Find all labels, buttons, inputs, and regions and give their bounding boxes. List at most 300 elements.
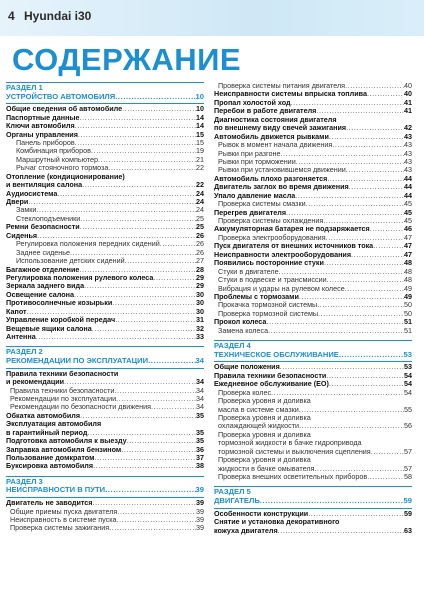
leader-dots (367, 473, 404, 481)
toc-entry-page: 57 (404, 464, 412, 473)
toc-entry-page: 34 (196, 403, 204, 412)
toc-entry-page: 42 (404, 124, 412, 133)
toc-entry-title: Правила техники безопасности (214, 371, 327, 380)
toc-entry-page: 45 (404, 208, 412, 217)
toc-entry[interactable] (6, 524, 204, 532)
toc-entry-page: 63 (404, 526, 412, 535)
toc-entry-title: Обкатка автомобиля (6, 411, 81, 420)
leader-dots (299, 406, 404, 414)
leader-dots (266, 318, 404, 326)
leader-dots (317, 301, 404, 309)
toc-entry-title: по внешнему виду свечей зажигания (214, 124, 347, 133)
toc-entry-page: 26 (196, 248, 204, 257)
section-page-number: 59 (403, 496, 412, 506)
toc-entry[interactable] (214, 268, 412, 276)
toc-entry-title: Неисправности электрооборудования (214, 250, 352, 259)
leader-dots (78, 131, 196, 139)
toc-entry-title: Двигатель заглох во время движения (214, 183, 349, 192)
section-title-row[interactable] (214, 351, 412, 360)
toc-entry[interactable] (214, 192, 412, 200)
toc-entry[interactable] (6, 333, 204, 341)
toc-entry-title: Проверка колес (218, 388, 272, 397)
toc-entry[interactable] (6, 378, 204, 386)
toc-entry-page: 35 (196, 437, 204, 446)
section-part-text: РАЗДЕЛ 4 (214, 341, 251, 351)
leader-dots (286, 209, 404, 217)
leader-dots (318, 310, 404, 318)
toc-entry[interactable] (214, 372, 412, 380)
leader-dots (316, 107, 404, 115)
toc-entry[interactable] (214, 166, 412, 174)
toc-entry[interactable] (6, 446, 204, 454)
toc-entry-title: Отопление (кондиционирование) (6, 172, 125, 181)
toc-entry[interactable] (6, 173, 204, 181)
toc-entry[interactable] (214, 124, 412, 132)
section-header (6, 346, 204, 368)
toc-entry[interactable] (6, 257, 204, 265)
toc-entry-page: 40 (404, 82, 412, 91)
toc-entry-title: Замки (16, 206, 37, 215)
toc-entry[interactable] (6, 215, 204, 223)
toc-entry-title: Зеркала заднего вида (6, 282, 85, 291)
toc-entry[interactable] (6, 429, 204, 437)
toc-entry[interactable] (214, 276, 412, 284)
leader-dots (327, 175, 404, 183)
toc-entry[interactable] (6, 395, 204, 403)
toc-entry-title: и рекомендации (6, 378, 65, 387)
toc-entry-page: 51 (404, 318, 412, 327)
toc-entry[interactable] (214, 107, 412, 115)
toc-entry[interactable] (214, 90, 412, 98)
toc-entry-title: Стеклоподъемники (16, 214, 81, 223)
leader-dots (122, 105, 196, 113)
toc-entry[interactable] (214, 327, 412, 335)
toc-entry-title: Рычаг стояночного тормоза (16, 164, 109, 173)
toc-entry-title: Правила техники безопасности (6, 369, 119, 378)
toc-entry[interactable] (6, 499, 204, 507)
toc-entry-title: Рывки при установившемся движении (218, 166, 346, 175)
section-part-text: РАЗДЕЛ 3 (6, 476, 43, 486)
toc-entry[interactable] (214, 150, 412, 158)
toc-entry[interactable] (214, 99, 412, 107)
leader-dots (299, 293, 404, 301)
toc-entry[interactable] (214, 318, 412, 326)
leader-dots (80, 114, 196, 122)
toc-entry[interactable] (214, 422, 412, 430)
toc-entry-page: 50 (404, 309, 412, 318)
leader-dots (326, 372, 404, 380)
toc-entry-title: кожуха двигателя (214, 526, 278, 535)
toc-entry[interactable] (6, 105, 204, 113)
toc-entry-page: 47 (404, 233, 412, 242)
toc-entry[interactable] (214, 448, 412, 456)
section-header (214, 486, 412, 508)
toc-entry-title: Освещение салона (6, 290, 75, 299)
toc-entry[interactable] (214, 234, 412, 242)
leader-dots (127, 437, 196, 445)
leader-dots (74, 291, 196, 299)
leader-dots (36, 333, 196, 341)
leader-dots (324, 259, 404, 267)
section-title: ТЕХНИЧЕСКОЕ ОБСЛУЖИВАНИЕ (214, 349, 339, 359)
toc-entry-page: 48 (404, 276, 412, 285)
toc-entry-page: 43 (404, 166, 412, 175)
toc-entry-title: Проверка внешних осветительных приборов (218, 473, 368, 482)
toc-entry-page: 48 (404, 259, 412, 268)
leader-dots (117, 508, 196, 516)
toc-entry[interactable] (6, 122, 204, 130)
toc-entry-page: 56 (404, 422, 412, 431)
toc-entry-title: Рекомендации по эксплуатации (10, 394, 117, 403)
toc-entry-title: Пропал холостой ход (214, 98, 291, 107)
toc-entry[interactable] (214, 183, 412, 191)
toc-entry[interactable] (214, 293, 412, 301)
toc-entry-title: Рывки при торможении (218, 157, 296, 166)
toc-entry-title: Общие приемы пуска двигателя (10, 507, 118, 516)
toc-entry-page: 40 (404, 90, 412, 99)
leader-dots (94, 454, 196, 462)
toc-entry[interactable] (6, 308, 204, 316)
section-title-row[interactable] (6, 486, 204, 495)
toc-entry[interactable] (214, 310, 412, 318)
toc-entry-title: Маршрутный компьютер (16, 155, 99, 164)
toc-entry-page: 44 (404, 191, 412, 200)
toc-entry-page: 21 (196, 155, 204, 164)
toc-entry[interactable] (214, 363, 412, 371)
toc-entry-title: жидкости в бачке омывателя (218, 464, 315, 473)
toc-entry[interactable] (214, 389, 412, 397)
toc-entry-title: тормозной системы и выключения сцепления (218, 447, 371, 456)
toc-entry-page: 45 (404, 200, 412, 209)
toc-entry-title: Комбинация приборов (16, 147, 91, 156)
section-title-row[interactable] (6, 93, 204, 102)
leader-dots (36, 206, 196, 214)
toc-entry-title: Ежедневное обслуживание (ЕО) (214, 380, 329, 389)
toc-entry[interactable] (6, 387, 204, 395)
toc-entry[interactable] (6, 131, 204, 139)
toc-entry-page: 26 (196, 231, 204, 240)
toc-entry-title: Общие положения (214, 363, 280, 372)
toc-entry-title: Аккумуляторная батарея не подзаряжается (214, 225, 370, 234)
toc-entry-page: 53 (404, 363, 412, 372)
leader-dots (280, 363, 404, 371)
leader-dots (57, 190, 196, 198)
leader-dots (296, 158, 404, 166)
leader-dots (346, 124, 404, 132)
section-page-number: 53 (403, 349, 412, 359)
toc-entry-page: 24 (196, 189, 204, 198)
toc-entry-page: 31 (196, 316, 204, 325)
toc-entry-page: 10 (196, 105, 204, 114)
toc-entry[interactable] (6, 266, 204, 274)
leader-dots (323, 217, 404, 225)
toc-entry-title: Рывки при разгоне (218, 149, 281, 158)
toc-entry-title: Прокол колеса (214, 318, 267, 327)
leader-dots (75, 122, 196, 130)
toc-entry-page: 15 (196, 138, 204, 147)
toc-entry-page: 44 (404, 174, 412, 183)
leader-dots (87, 429, 196, 437)
section-title-row[interactable] (214, 497, 412, 506)
toc-entry-page: 34 (196, 394, 204, 403)
toc-entry-page: 22 (196, 181, 204, 190)
toc-entry[interactable] (6, 156, 204, 164)
toc-entry[interactable] (214, 116, 412, 124)
toc-entry-page: 27 (196, 257, 204, 266)
toc-entry[interactable] (6, 139, 204, 147)
toc-entry-title: Антенна (6, 333, 36, 342)
toc-entry[interactable] (6, 164, 204, 172)
toc-entry-title: Использование детских сидений (16, 257, 125, 266)
toc-entry-title: Панель приборов (16, 138, 75, 147)
toc-entry-title: Подготовка автомобиля к выезду (6, 437, 127, 446)
toc-entry-title: Капот (6, 307, 27, 316)
toc-entry-title: Пуск двигателя от внешних источников тока (214, 242, 374, 251)
leader-dots (28, 198, 196, 206)
toc-entry[interactable] (214, 518, 412, 526)
section-part-text: РАЗДЕЛ 5 (214, 487, 251, 497)
toc-entry[interactable] (6, 114, 204, 122)
page-header (0, 0, 424, 36)
toc-entry-title: Автомобиль движется рывками (214, 132, 329, 141)
section-header (6, 476, 204, 498)
toc-entry[interactable] (6, 232, 204, 240)
toc-entry[interactable] (6, 282, 204, 290)
leader-dots (115, 93, 195, 102)
toc-entry-page: 14 (196, 113, 204, 122)
toc-entry-page: 54 (404, 388, 412, 397)
leader-dots (27, 308, 196, 316)
toc-entry-page: 43 (404, 141, 412, 150)
leader-dots (116, 395, 196, 403)
leader-dots (112, 299, 196, 307)
leader-dots (84, 282, 196, 290)
toc-entry-title: Проверка системы смазки (218, 200, 306, 209)
toc-entry-page: 43 (404, 149, 412, 158)
section-header (214, 340, 412, 362)
toc-entry-title: Вещевые ящики салона (6, 324, 92, 333)
toc-entry[interactable] (214, 82, 412, 90)
toc-entry-page: 47 (404, 242, 412, 251)
toc-entry-title: масла в системе смазки (218, 405, 299, 414)
toc-entry-page: 24 (196, 206, 204, 215)
leader-dots (349, 183, 404, 191)
toc-entry-title: Снятие и установка декоративного (214, 518, 340, 527)
leader-dots (115, 316, 196, 324)
toc-entry-page: 30 (196, 299, 204, 308)
leader-dots (314, 465, 404, 473)
toc-right-column (214, 82, 412, 535)
toc-entry-title: Проверка уровня и доливка (218, 413, 311, 422)
toc-entry[interactable] (6, 370, 204, 378)
toc-entry[interactable] (6, 420, 204, 428)
toc-entry-page: 41 (404, 98, 412, 107)
toc-entry-page: 54 (404, 380, 412, 389)
toc-entry[interactable] (214, 158, 412, 166)
toc-entry[interactable] (6, 274, 204, 282)
toc-entry-page: 58 (404, 473, 412, 482)
toc-entry-title: Замена колеса (218, 326, 269, 335)
toc-entry[interactable] (214, 510, 412, 518)
toc-entry[interactable] (214, 209, 412, 217)
leader-dots (80, 215, 196, 223)
toc-entry-title: Неисправность в системе пуска (10, 515, 117, 524)
toc-entry-page: 35 (196, 411, 204, 420)
toc-entry[interactable] (6, 412, 204, 420)
section-page-number: 39 (195, 485, 204, 495)
toc-entry[interactable] (6, 462, 204, 470)
toc-entry[interactable] (6, 316, 204, 324)
toc-entry-page: 25 (196, 214, 204, 223)
toc-entry-page: 44 (404, 183, 412, 192)
toc-entry-page: 51 (404, 326, 412, 335)
toc-entry-page: 34 (196, 378, 204, 387)
toc-entry[interactable] (6, 299, 204, 307)
toc-entry-page: 34 (196, 386, 204, 395)
model-name: Hyundai i30 (24, 9, 92, 23)
leader-dots (345, 285, 404, 293)
toc-entry[interactable] (6, 181, 204, 189)
toc-entry[interactable] (214, 217, 412, 225)
toc-entry[interactable] (214, 406, 412, 414)
leader-dots (153, 274, 196, 282)
toc-entry[interactable] (6, 403, 204, 411)
toc-entry-page: 29 (196, 273, 204, 282)
leader-dots (329, 380, 404, 388)
toc-entry-page: 59 (404, 509, 412, 518)
toc-entry[interactable] (214, 527, 412, 535)
leader-dots (346, 166, 404, 174)
page-title: СОДЕРЖАНИЕ (12, 42, 242, 77)
toc-entry[interactable] (6, 249, 204, 257)
toc-entry[interactable] (214, 225, 412, 233)
section-title: УСТРОЙСТВО АВТОМОБИЛЯ (6, 91, 116, 101)
toc-entry-title: Буксировка автомобиля (6, 462, 94, 471)
toc-entry-page: 19 (196, 147, 204, 156)
toc-entry-title: Особенности конструкции (214, 509, 309, 518)
toc-entry-page: 48 (404, 267, 412, 276)
toc-entry-title: Перебои в работе двигателя (214, 107, 317, 116)
leader-dots (260, 497, 404, 506)
toc-entry[interactable] (214, 465, 412, 473)
toc-entry-page: 32 (196, 324, 204, 333)
section-title-row[interactable] (6, 357, 204, 366)
toc-entry-page: 15 (196, 130, 204, 139)
toc-entry[interactable] (6, 223, 204, 231)
leader-dots (373, 242, 404, 250)
toc-entry-page: 22 (196, 164, 204, 173)
toc-entry[interactable] (6, 190, 204, 198)
toc-entry[interactable] (214, 439, 412, 447)
toc-entry[interactable] (214, 456, 412, 464)
leader-dots (93, 462, 196, 470)
toc-entry-title: Паспортные данные (6, 113, 80, 122)
toc-entry-page: 49 (404, 292, 412, 301)
toc-entry[interactable] (6, 325, 204, 333)
toc-entry[interactable] (214, 301, 412, 309)
toc-entry[interactable] (6, 291, 204, 299)
toc-entry[interactable] (6, 206, 204, 214)
toc-entry-title: Регулировка положения рулевого колеса (6, 273, 154, 282)
toc-entry-page: 29 (196, 282, 204, 291)
page-number: 4 (8, 9, 15, 23)
leader-dots (79, 266, 196, 274)
toc-entry[interactable] (214, 397, 412, 405)
toc-entry[interactable] (214, 133, 412, 141)
toc-entry[interactable] (214, 380, 412, 388)
leader-dots (82, 181, 196, 189)
leader-dots (98, 156, 196, 164)
toc-entry-page: 38 (196, 462, 204, 471)
toc-entry-page: 39 (196, 515, 204, 524)
leader-dots (329, 133, 404, 141)
toc-entry[interactable] (6, 198, 204, 206)
toc-entry-title: Двигатель не заводится (6, 499, 93, 508)
leader-dots (351, 251, 404, 259)
toc-entry[interactable] (214, 141, 412, 149)
toc-entry-title: Заднее сиденье (16, 248, 71, 257)
toc-entry[interactable] (214, 259, 412, 267)
toc-entry[interactable] (6, 516, 204, 524)
leader-dots (268, 327, 404, 335)
toc-entry-page: 28 (196, 265, 204, 274)
toc-entry[interactable] (214, 431, 412, 439)
toc-entry-title: Регулировка положения передних сидений (16, 240, 160, 249)
leader-dots (271, 389, 404, 397)
toc-entry[interactable] (6, 508, 204, 516)
toc-entry-page: 57 (404, 447, 412, 456)
toc-entry-title: Противосолнечные козырьки (6, 299, 113, 308)
toc-entry-page: 49 (404, 284, 412, 293)
leader-dots (37, 232, 196, 240)
toc-entry[interactable] (214, 242, 412, 250)
toc-entry-title: Проверка уровня и доливка (218, 456, 311, 465)
toc-entry[interactable] (6, 454, 204, 462)
toc-entry[interactable] (214, 473, 412, 481)
toc-entry-title: Рывок в момент начала движения (218, 141, 333, 150)
leader-dots (109, 524, 196, 532)
toc-left-column (6, 82, 204, 533)
leader-dots (278, 527, 404, 535)
toc-entry-title: охлаждающей жидкости (218, 422, 300, 431)
toc-entry-page: 47 (404, 250, 412, 259)
leader-dots (299, 422, 404, 430)
toc-entry-title: Перегрев двигателя (214, 208, 287, 217)
toc-entry-title: в гарантийный период (6, 428, 88, 437)
section-part-text: РАЗДЕЛ 1 (6, 83, 43, 92)
toc-entry-title: Упало давление масла (214, 191, 296, 200)
toc-entry-title: Управление коробкой передач (6, 316, 116, 325)
toc-entry[interactable] (214, 175, 412, 183)
toc-entry[interactable] (214, 285, 412, 293)
toc-entry[interactable] (6, 240, 204, 248)
leader-dots (125, 257, 196, 265)
toc-entry[interactable] (6, 437, 204, 445)
toc-entry-title: Багажное отделение (6, 265, 80, 274)
toc-entry-title: Стуки в подвеске и трансмиссии (218, 276, 327, 285)
leader-dots (92, 499, 196, 507)
toc-entry-title: Проверка уровня и доливка (218, 397, 311, 406)
toc-entry[interactable] (214, 414, 412, 422)
leader-dots (370, 225, 404, 233)
toc-entry[interactable] (214, 200, 412, 208)
toc-entry[interactable] (6, 147, 204, 155)
toc-entry[interactable] (214, 251, 412, 259)
leader-dots (295, 192, 404, 200)
toc-entry-page: 14 (196, 122, 204, 131)
leader-dots (121, 446, 196, 454)
toc-entry-title: тормозной жидкости в бачке гидропривода (218, 439, 362, 448)
